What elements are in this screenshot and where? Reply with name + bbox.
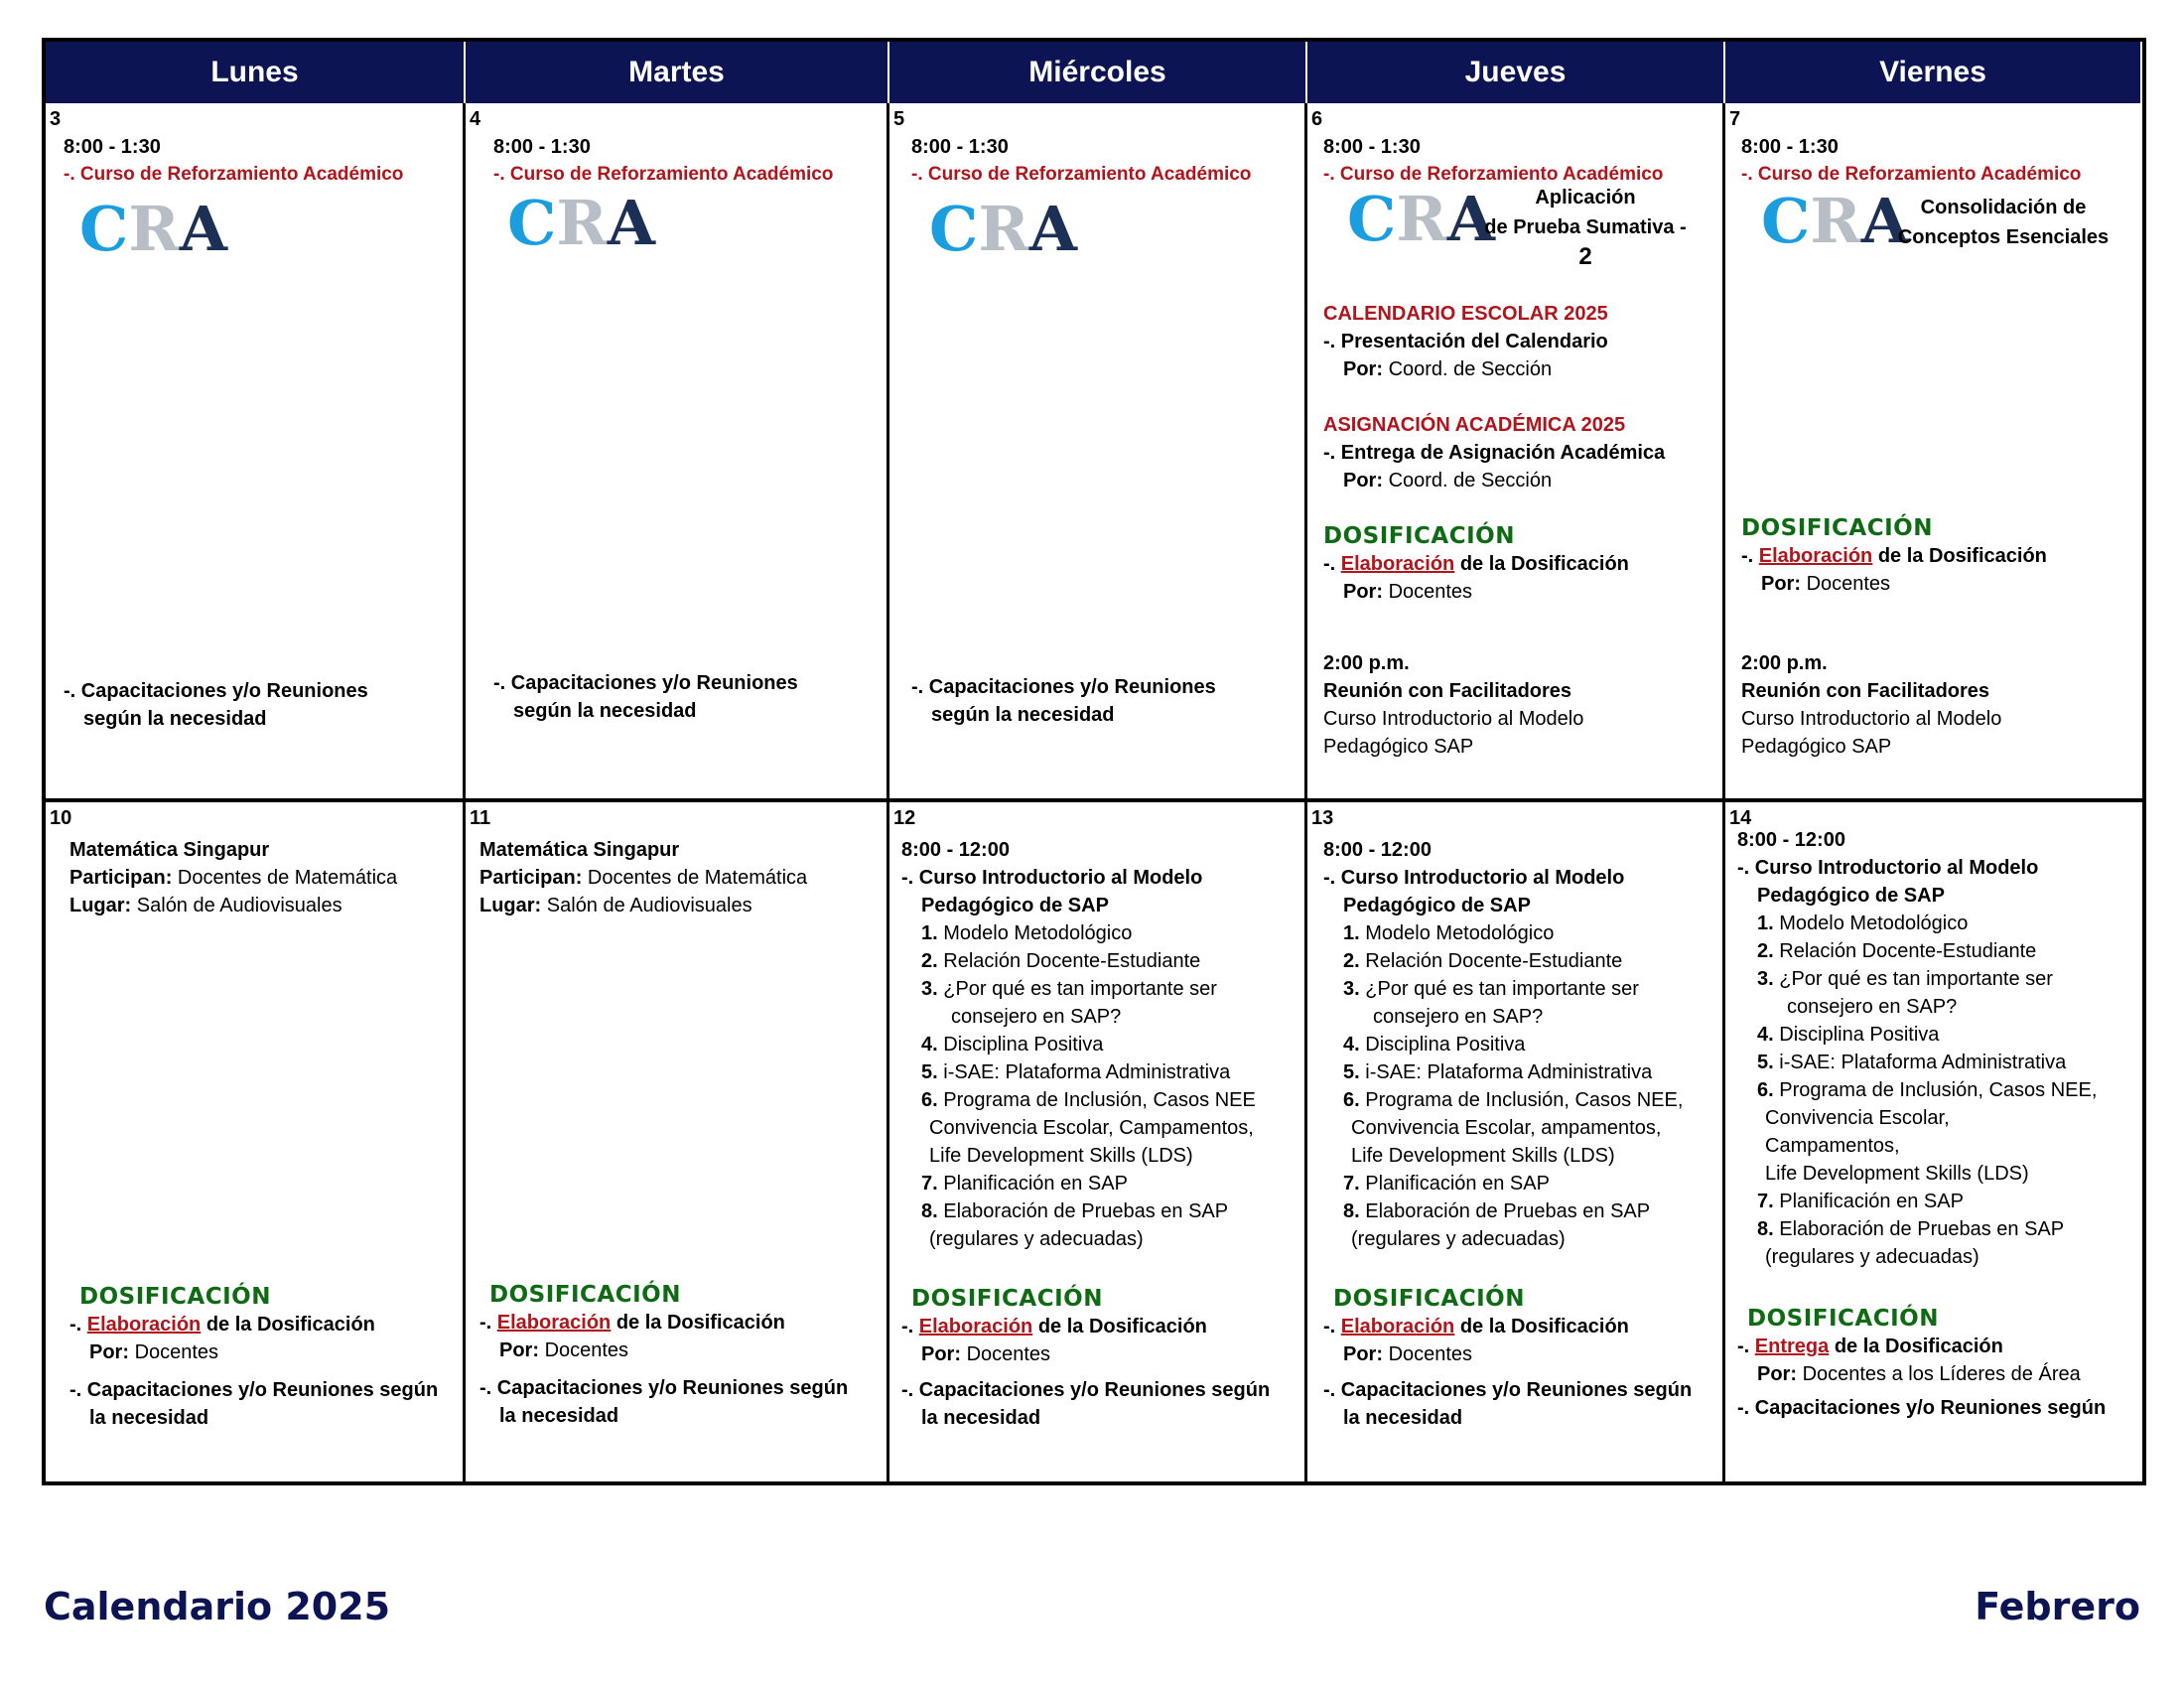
list-item: 3. ¿Por qué es tan importante ser bbox=[1343, 978, 1639, 1000]
reunion-block: 2:00 p.m. Reunión con Facilitadores Curso Introductorio al Modelo Pedagógico SAP bbox=[1741, 652, 2002, 758]
dosificacion-block: DOSIFICACIÓN -. Entrega de la Dosificación Por: Docentes a los Líderes de Área bbox=[1737, 1306, 2081, 1385]
list-item: 1. Modelo Metodológico bbox=[1343, 922, 1555, 944]
prueba-sumativa-note: Aplicación de Prueba Sumativa - 2 bbox=[1484, 187, 1687, 270]
list-item: Life Development Skills (LDS) bbox=[929, 1145, 1193, 1167]
list-item: consejero en SAP? bbox=[1373, 1006, 1544, 1028]
day-number: 5 bbox=[893, 108, 905, 130]
elaboracion-link: Elaboración bbox=[918, 1316, 1033, 1337]
capacitaciones-note: -. Capacitaciones y/o Reuniones según bbox=[1737, 1397, 2107, 1419]
elaboracion-link: Elaboración bbox=[1340, 553, 1455, 575]
header-martes: Martes bbox=[466, 42, 889, 103]
capacitaciones-note: -. Capacitaciones y/o Reuniones según la necesidad bbox=[1323, 1379, 1693, 1429]
list-item: 7. Planificación en SAP bbox=[1757, 1191, 1964, 1212]
dosificacion-block: DOSIFICACIÓN -. Elaboración de la Dosificación Por: Docentes bbox=[69, 1284, 375, 1363]
time-label: 8:00 - 1:30 bbox=[64, 136, 161, 158]
day-cell-14 bbox=[1725, 798, 2142, 1481]
course-label: -. Curso de Reforzamiento Académico bbox=[1741, 164, 2082, 185]
day-number: 14 bbox=[1729, 807, 1752, 829]
day-cell-13 bbox=[1307, 798, 1725, 1481]
list-item: consejero en SAP? bbox=[951, 1006, 1122, 1028]
list-item: (regulares y adecuadas) bbox=[1351, 1228, 1566, 1250]
time-label: 8:00 - 1:30 bbox=[493, 136, 591, 158]
list-item: 1. Modelo Metodológico bbox=[1757, 913, 1969, 934]
day-cell-5 bbox=[889, 103, 1307, 798]
consolidacion-note: Consolidación de Conceptos Esenciales bbox=[1897, 197, 2110, 248]
time-label: 8:00 - 1:30 bbox=[1741, 136, 1839, 158]
day-number: 3 bbox=[50, 108, 62, 130]
course-block bbox=[911, 133, 1297, 189]
dosificacion-block: DOSIFICACIÓN -. Elaboración de la Dosificación Por: Docentes bbox=[1323, 523, 1629, 603]
calendar-grid bbox=[42, 38, 2146, 1485]
header-jueves: Jueves bbox=[1307, 42, 1725, 103]
day-cell-3 bbox=[46, 103, 466, 798]
list-item: Campamentos, bbox=[1765, 1135, 1900, 1157]
list-item: 8. Elaboración de Pruebas en SAP bbox=[921, 1200, 1229, 1222]
day-number: 12 bbox=[893, 807, 916, 829]
capacitaciones-note: -. Capacitaciones y/o Reuniones según la necesidad bbox=[64, 680, 368, 730]
list-item: Life Development Skills (LDS) bbox=[1765, 1163, 2029, 1185]
list-item: Convivencia Escolar, bbox=[1765, 1107, 1950, 1129]
list-item: 4. Disciplina Positiva bbox=[921, 1034, 1104, 1055]
header-lunes: Lunes bbox=[46, 42, 466, 103]
list-item: 7. Planificación en SAP bbox=[1343, 1173, 1550, 1195]
list-item: 5. i-SAE: Plataforma Administrativa bbox=[921, 1061, 1231, 1083]
dosificacion-block: DOSIFICACIÓN -. Elaboración de la Dosificación Por: Docentes bbox=[1741, 515, 2047, 595]
curso-introductorio-block: 8:00 - 12:00 -. Curso Introductorio al Modelo Pedagógico de SAP 1. Modelo Metodológico 2. Relación Docente-Estudiante 3. ¿Por qué es tan importante ser consejero en SAP? 4. Disciplina Positiva 5. i-SAE: Plataforma Administrativa 6. Programa de Inclusión, Casos NEE, Convivencia Escolar, Campamentos, Life Development Skills (LDS) 7. Planificación en SAP 8. Elaboración de Pruebas en SAP (regulares y adecuadas) bbox=[1737, 826, 2134, 1271]
topic-list bbox=[1323, 919, 1714, 1253]
day-cell-6 bbox=[1307, 103, 1725, 798]
capacitaciones-note: -. Capacitaciones y/o Reuniones según la necesidad bbox=[901, 1379, 1271, 1429]
day-number: 6 bbox=[1311, 108, 1323, 130]
day-number: 7 bbox=[1729, 108, 1741, 130]
list-item: 2. Relación Docente-Estudiante bbox=[921, 950, 1201, 972]
list-item: 6. Programa de Inclusión, Casos NEE, bbox=[1757, 1079, 2098, 1101]
day-number: 11 bbox=[470, 807, 491, 829]
course-label: -. Curso de Reforzamiento Académico bbox=[493, 164, 834, 185]
list-item: 2. Relación Docente-Estudiante bbox=[1757, 940, 2037, 962]
entrega-link: Entrega bbox=[1754, 1336, 1830, 1357]
calendario-escolar-block: CALENDARIO ESCOLAR 2025 -. Presentación del Calendario Por: Coord. de Sección bbox=[1323, 303, 1608, 380]
day-cell-7 bbox=[1725, 103, 2142, 798]
cra-logo: C R A bbox=[507, 187, 655, 259]
list-item: Convivencia Escolar, ampamentos, bbox=[1351, 1117, 1662, 1139]
dosificacion-block: DOSIFICACIÓN -. Elaboración de la Dosificación Por: Docentes bbox=[479, 1282, 785, 1361]
day-cell-4 bbox=[466, 103, 889, 798]
list-item: Life Development Skills (LDS) bbox=[1351, 1145, 1615, 1167]
reunion-block: 2:00 p.m. Reunión con Facilitadores Curso Introductorio al Modelo Pedagógico SAP bbox=[1323, 652, 1584, 758]
list-item: 1. Modelo Metodológico bbox=[921, 922, 1133, 944]
cra-logo: C R A bbox=[1761, 185, 1909, 257]
capacitaciones-note: -. Capacitaciones y/o Reuniones según la necesidad bbox=[479, 1377, 849, 1427]
list-item: Convivencia Escolar, Campamentos, bbox=[929, 1117, 1254, 1139]
day-cell-12 bbox=[889, 798, 1307, 1481]
list-item: 4. Disciplina Positiva bbox=[1757, 1024, 1940, 1046]
course-label: -. Curso de Reforzamiento Académico bbox=[911, 164, 1252, 185]
elaboracion-link: Elaboración bbox=[496, 1312, 612, 1334]
list-item: 5. i-SAE: Plataforma Administrativa bbox=[1757, 1052, 2067, 1073]
list-item: (regulares y adecuadas) bbox=[1765, 1246, 1979, 1268]
list-item: 6. Programa de Inclusión, Casos NEE bbox=[921, 1089, 1256, 1111]
capacitaciones-note: -. Capacitaciones y/o Reuniones según la necesidad bbox=[911, 676, 1216, 726]
list-item: 5. i-SAE: Plataforma Administrativa bbox=[1343, 1061, 1653, 1083]
asignacion-academica-block: ASIGNACIÓN ACADÉMICA 2025 -. Entrega de Asignación Académica Por: Coord. de Sección bbox=[1323, 414, 1666, 492]
elaboracion-link: Elaboración bbox=[1758, 545, 1873, 567]
cra-logo: C R A bbox=[929, 193, 1077, 265]
list-item: 6. Programa de Inclusión, Casos NEE, bbox=[1343, 1089, 1684, 1111]
list-item: consejero en SAP? bbox=[1787, 996, 1958, 1018]
elaboracion-link: Elaboración bbox=[86, 1314, 202, 1336]
curso-introductorio-block: 8:00 - 12:00 -. Curso Introductorio al Modelo Pedagógico de SAP 1. Modelo Metodológico 2. Relación Docente-Estudiante 3. ¿Por qué es tan importante ser consejero en SAP? 4. Disciplina Positiva 5. i-SAE: Plataforma Administrativa 6. Programa de Inclusión, Casos NEE Convivencia Escolar, Campamentos, Life Development Skills (LDS) 7. Planificación en SAP 8. Elaboración de Pruebas en SAP (regulares y adecuadas) bbox=[901, 836, 1297, 1253]
list-item: 2. Relación Docente-Estudiante bbox=[1343, 950, 1623, 972]
course-label: -. Curso de Reforzamiento Académico bbox=[1323, 164, 1664, 185]
list-item: 8. Elaboración de Pruebas en SAP bbox=[1343, 1200, 1651, 1222]
course-block bbox=[64, 133, 455, 189]
time-label: 8:00 - 1:30 bbox=[1323, 136, 1421, 158]
capacitaciones-note: -. Capacitaciones y/o Reuniones según la necesidad bbox=[69, 1379, 439, 1429]
header-miercoles: Miércoles bbox=[889, 42, 1307, 103]
elaboracion-link: Elaboración bbox=[1340, 1316, 1455, 1337]
singapur-block: Matemática Singapur Participan: Docentes de Matemática Lugar: Salón de Audiovisuales bbox=[69, 839, 398, 916]
footer-month: Febrero bbox=[1975, 1585, 2140, 1628]
list-item: (regulares y adecuadas) bbox=[929, 1228, 1144, 1250]
header-viernes: Viernes bbox=[1725, 42, 2142, 103]
singapur-block: Matemática Singapur Participan: Docentes de Matemática Lugar: Salón de Audiovisuales bbox=[479, 839, 808, 916]
footer-title: Calendario 2025 bbox=[44, 1585, 391, 1628]
capacitaciones-note: -. Capacitaciones y/o Reuniones según la necesidad bbox=[493, 672, 798, 722]
cra-logo: C R A bbox=[1347, 183, 1495, 255]
list-item: 4. Disciplina Positiva bbox=[1343, 1034, 1526, 1055]
time-label: 8:00 - 1:30 bbox=[911, 136, 1009, 158]
list-item: 8. Elaboración de Pruebas en SAP bbox=[1757, 1218, 2065, 1240]
dosificacion-block: DOSIFICACIÓN -. Elaboración de la Dosificación Por: Docentes bbox=[1323, 1286, 1629, 1365]
curso-introductorio-block: 8:00 - 12:00 -. Curso Introductorio al Modelo Pedagógico de SAP 1. Modelo Metodológico 2. Relación Docente-Estudiante 3. ¿Por qué es tan importante ser consejero en SAP? 4. Disciplina Positiva 5. i-SAE: Plataforma Administrativa 6. Programa de Inclusión, Casos NEE, Convivencia Escolar, ampamentos, Life Development Skills (LDS) 7. Planificación en SAP 8. Elaboración de Pruebas en SAP (regulares y adecuadas) bbox=[1323, 836, 1714, 1253]
day-number: 13 bbox=[1311, 807, 1334, 829]
topic-list bbox=[901, 919, 1297, 1253]
day-number: 4 bbox=[470, 108, 481, 130]
list-item: 7. Planificación en SAP bbox=[921, 1173, 1128, 1195]
list-item: 3. ¿Por qué es tan importante ser bbox=[921, 978, 1217, 1000]
cra-logo: C R A bbox=[79, 193, 227, 265]
course-block bbox=[1741, 133, 2134, 189]
topic-list bbox=[1737, 910, 2134, 1271]
course-label: -. Curso de Reforzamiento Académico bbox=[64, 164, 404, 185]
day-cell-11 bbox=[466, 798, 889, 1481]
day-cell-10 bbox=[46, 798, 466, 1481]
list-item: 3. ¿Por qué es tan importante ser bbox=[1757, 968, 2053, 990]
day-number: 10 bbox=[50, 807, 72, 829]
course-block bbox=[1323, 133, 1714, 189]
dosificacion-block: DOSIFICACIÓN -. Elaboración de la Dosificación Por: Docentes bbox=[901, 1286, 1207, 1365]
course-block bbox=[493, 133, 879, 189]
